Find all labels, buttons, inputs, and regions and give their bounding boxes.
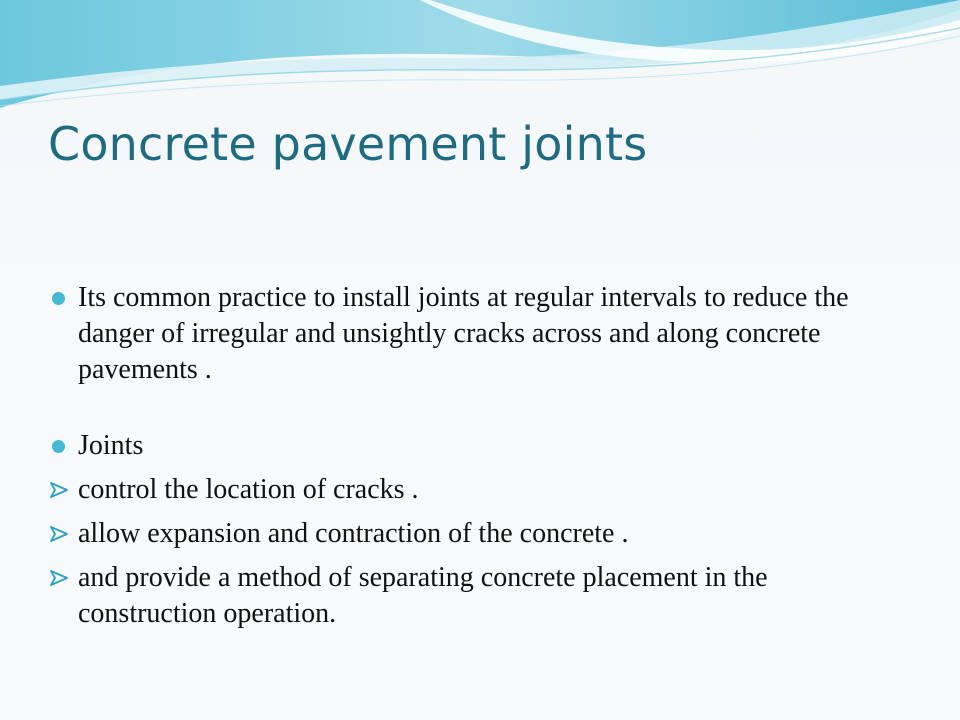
bullet-item xyxy=(50,428,910,464)
bullet-text: and provide a method of separating concrete placement in the construction operation. xyxy=(78,562,768,629)
bullet-dot-icon xyxy=(52,292,65,305)
bullet-item xyxy=(50,280,910,388)
arrow-bullet-icon xyxy=(50,482,68,498)
arrow-bullet-icon xyxy=(50,570,68,586)
bullet-text: allow expansion and contraction of the concrete . xyxy=(78,518,629,549)
bullet-dot-icon xyxy=(52,440,65,453)
bullet-text: control the location of cracks . xyxy=(78,474,419,505)
bullet-item xyxy=(50,560,910,632)
arrow-bullet-icon xyxy=(50,526,68,542)
header-wave-decoration xyxy=(0,0,960,120)
bullet-text: Its common practice to install joints at regular intervals to reduce the danger of irregular and unsightly cracks across and along concrete pavements . xyxy=(78,282,849,385)
bullet-item xyxy=(50,472,910,508)
bullet-text: Joints xyxy=(78,430,144,461)
bullet-item xyxy=(50,516,910,552)
bullet-list xyxy=(50,280,910,632)
slide-title: Concrete pavement joints xyxy=(48,117,648,171)
